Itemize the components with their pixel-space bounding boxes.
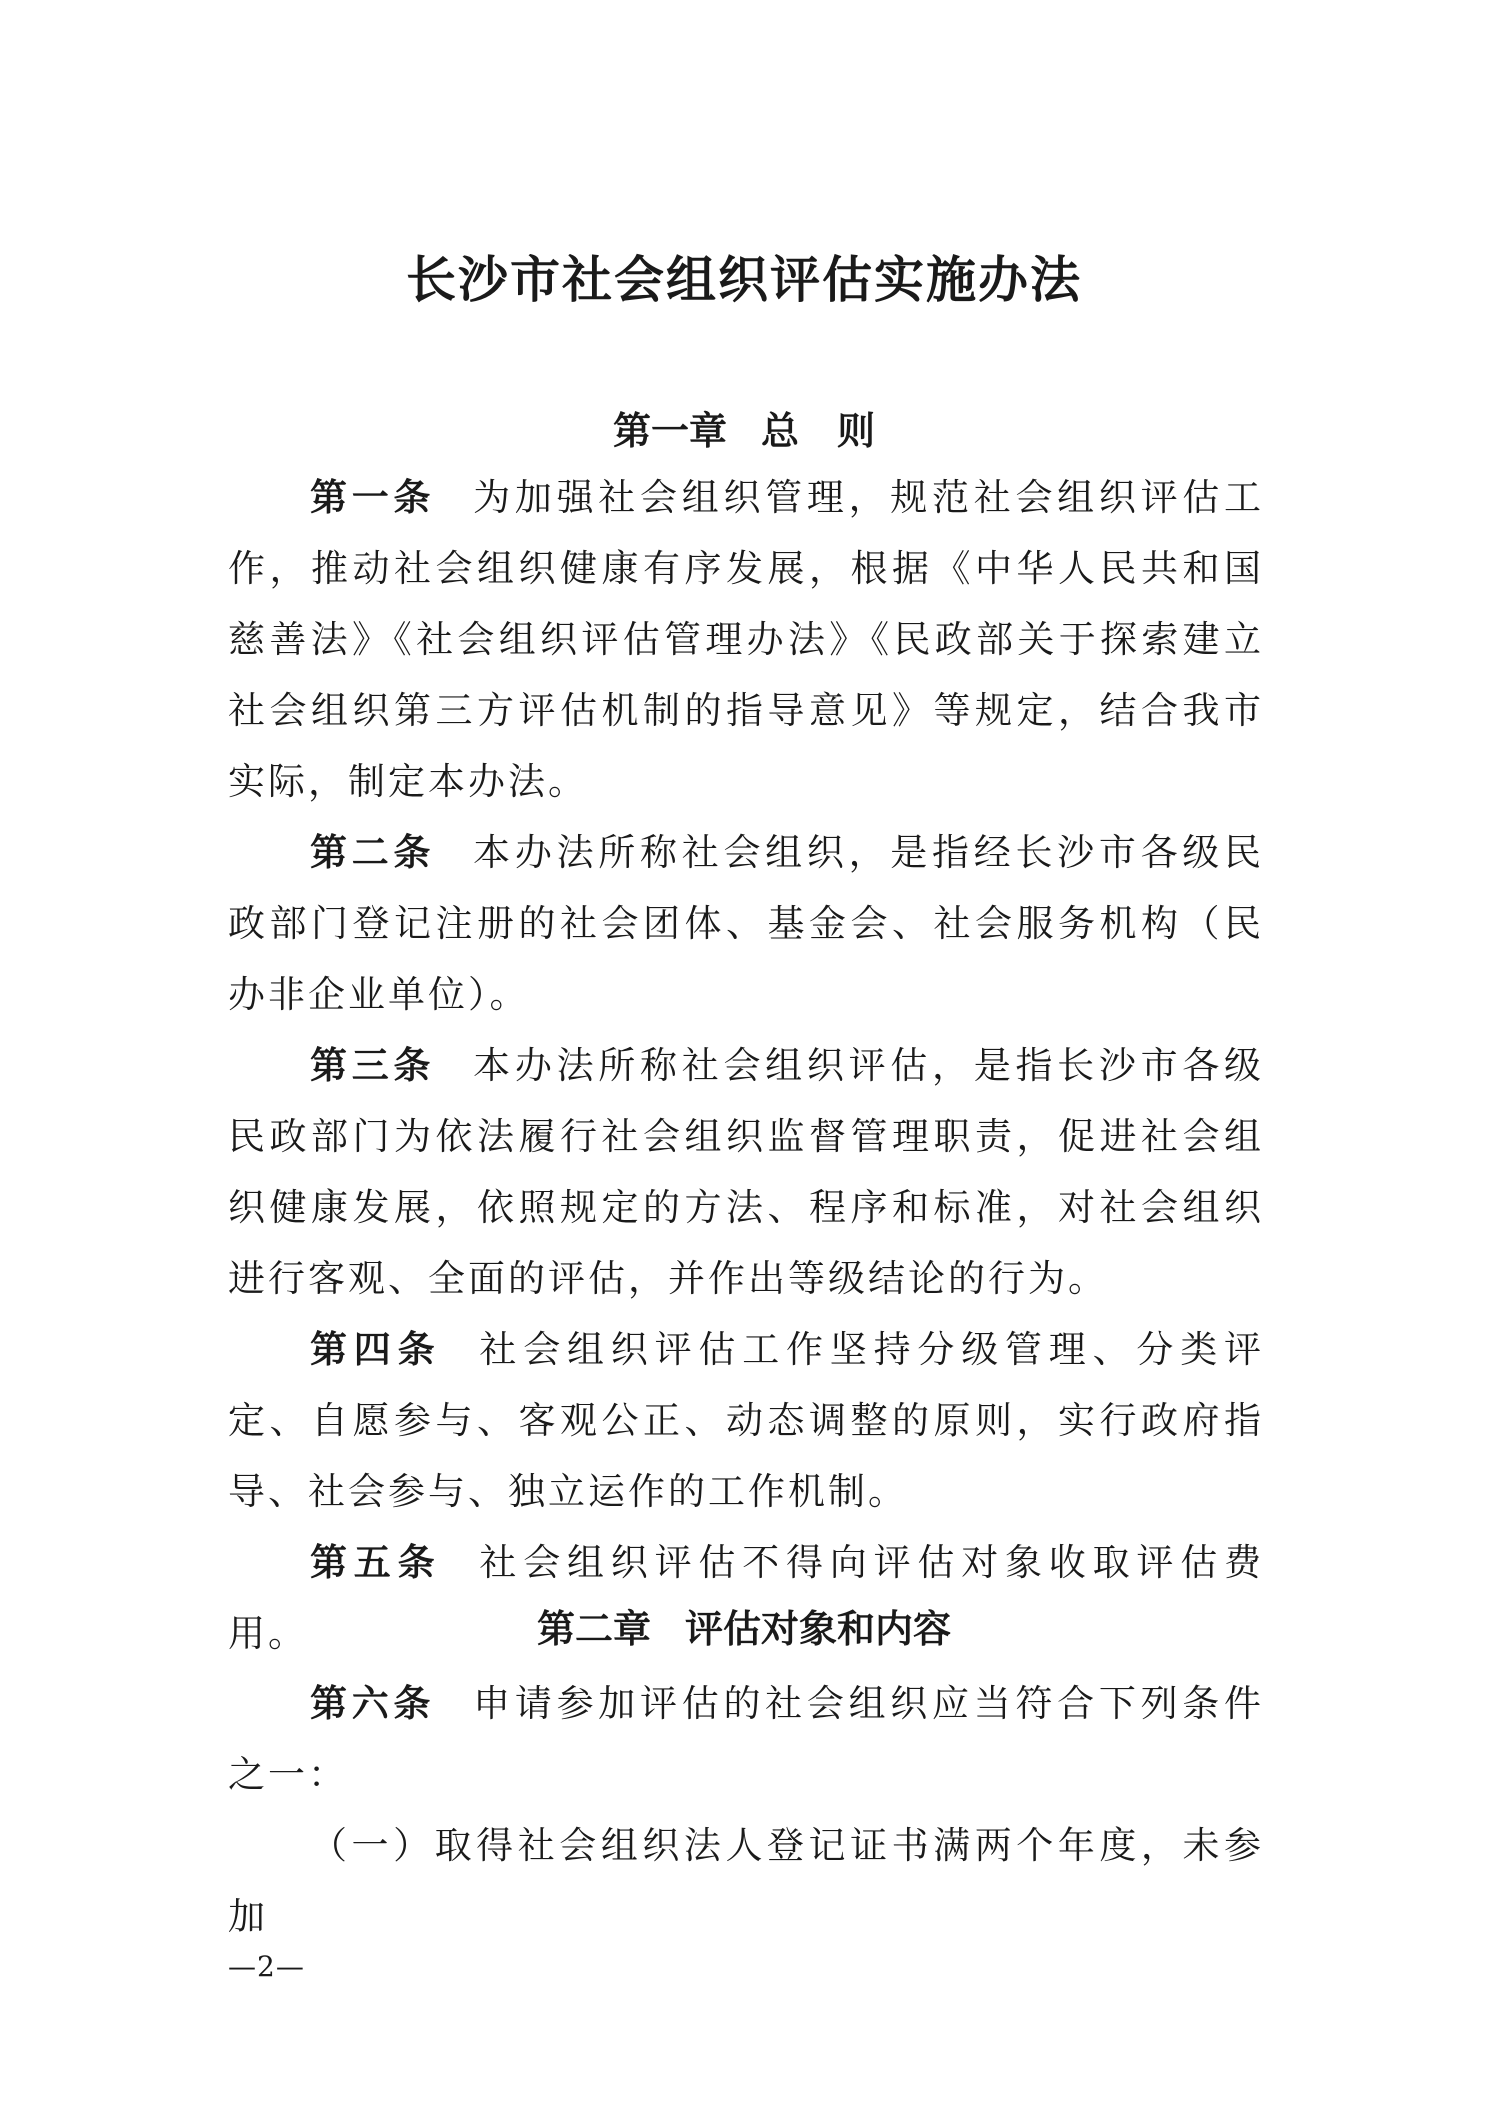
chapter-label: 第一章: [612, 409, 727, 453]
chapter-label: 第二章: [536, 1607, 651, 1651]
article-number: 第六条: [310, 1682, 436, 1725]
article-number: 第三条: [310, 1044, 436, 1087]
article-paragraph: [228, 1314, 1264, 1527]
article-number: 第一条: [310, 476, 436, 519]
chapter-body: [228, 1668, 1264, 1952]
list-item-text: （一）取得社会组织法人登记证书满两个年度，未参加: [228, 1824, 1264, 1938]
chapter-heading: [0, 400, 1488, 455]
article-text: 社会组织评估不得向评估对象收取评估费用。: [228, 1541, 1265, 1655]
page-number: —2—: [228, 1950, 305, 1983]
article-number: 第五条: [310, 1541, 442, 1584]
article-paragraph: [228, 462, 1264, 817]
article-text: 本办法所称社会组织评估，是指长沙市各级民政部门为依法履行社会组织监督管理职责，促进社会组织健康发展，依照规定的方法、程序和标准，对社会组织进行客观、全面的评估，并作出等级结论的行为。: [228, 1044, 1265, 1300]
chapter-heading: [0, 1598, 1488, 1653]
article-paragraph: [228, 817, 1264, 1030]
chapter-body: [228, 462, 1264, 1669]
article-text: 社会组织评估工作坚持分级管理、分类评定、自愿参与、客观公正、动态调整的原则，实行政府指导、社会参与、独立运作的工作机制。: [228, 1328, 1265, 1513]
chapter-name: 评估对象和内容: [685, 1607, 952, 1651]
article-text: 为加强社会组织管理，规范社会组织评估工作，推动社会组织健康有序发展，根据《中华人民共和国慈善法》《社会组织评估管理办法》《民政部关于探索建立社会组织第三方评估机制的指导意见》等规定，结合我市实际，制定本办法。: [228, 476, 1265, 803]
list-item-paragraph: [228, 1810, 1264, 1952]
article-text: 本办法所称社会组织，是指经长沙市各级民政部门登记注册的社会团体、基金会、社会服务机构（民办非企业单位）。: [228, 831, 1265, 1016]
article-number: 第二条: [310, 831, 436, 874]
article-text: 申请参加评估的社会组织应当符合下列条件之一：: [228, 1682, 1265, 1796]
article-paragraph: [228, 1030, 1264, 1314]
article-paragraph: [228, 1668, 1264, 1810]
article-number: 第四条: [310, 1328, 442, 1371]
document-title: 长沙市社会组织评估实施办法: [406, 250, 1082, 309]
chapter-name: 总 则: [761, 409, 876, 453]
